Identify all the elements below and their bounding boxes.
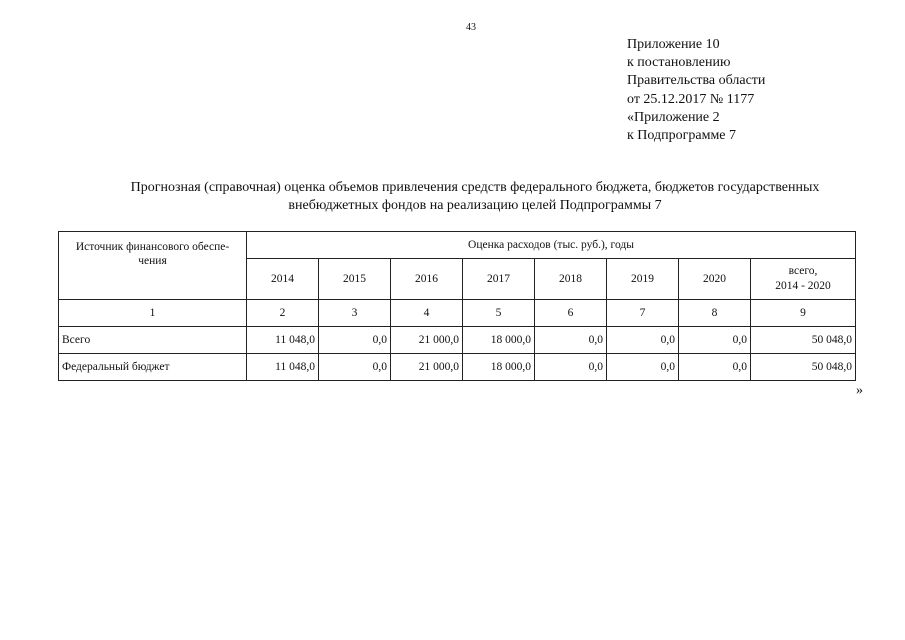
table-cell: 11 048,0 (247, 327, 319, 354)
table-cell: 21 000,0 (391, 327, 463, 354)
column-number: 9 (751, 300, 856, 327)
column-number: 1 (59, 300, 247, 327)
appendix-reference (627, 36, 765, 145)
column-number: 7 (607, 300, 679, 327)
table-cell: 50 048,0 (751, 327, 856, 354)
table-cell: 0,0 (607, 354, 679, 381)
table-cell: 0,0 (607, 327, 679, 354)
column-number: 6 (535, 300, 607, 327)
row-label: Федеральный бюджет (59, 354, 247, 381)
budget-estimate-table (58, 231, 856, 381)
table-cell: 21 000,0 (391, 354, 463, 381)
row-label: Всего (59, 327, 247, 354)
appendix-line: от 25.12.2017 № 1177 (627, 91, 755, 107)
table-cell: 0,0 (319, 354, 391, 381)
appendix-line: к постановлению (627, 55, 731, 71)
column-number: 3 (319, 300, 391, 327)
table-cell: 18 000,0 (463, 327, 535, 354)
table-cell: 0,0 (535, 327, 607, 354)
total-header-line-2: 2014 - 2020 (775, 280, 831, 292)
document-title (60, 179, 890, 215)
page-number: 43 (466, 22, 476, 33)
year-header: 2018 (535, 259, 607, 300)
column-numbers-row (59, 300, 856, 327)
table-cell: 11 048,0 (247, 354, 319, 381)
column-number: 8 (679, 300, 751, 327)
table-header-row (59, 232, 856, 259)
title-line-1: Прогнозная (справочная) оценка объемов привлечения средств федерального бюджета, бюджетов государственных (130, 180, 820, 195)
table-row (59, 354, 856, 381)
year-header: 2014 (247, 259, 319, 300)
table-cell: 0,0 (679, 327, 751, 354)
year-header: 2017 (463, 259, 535, 300)
year-header: 2016 (391, 259, 463, 300)
year-header: 2015 (319, 259, 391, 300)
column-number: 2 (247, 300, 319, 327)
column-number: 5 (463, 300, 535, 327)
expense-group-header: Оценка расходов (тыс. руб.), годы (247, 232, 856, 259)
appendix-line: Приложение 10 (627, 37, 720, 52)
table-row (59, 327, 856, 354)
source-header-line-2: чения (138, 255, 167, 267)
appendix-line: «Приложение 2 (627, 109, 720, 125)
year-header: 2019 (607, 259, 679, 300)
title-line-2: внебюджетных фондов на реализацию целей Подпрограммы 7 (288, 198, 662, 213)
appendix-line: Правительства области (627, 73, 766, 89)
table-cell: 0,0 (679, 354, 751, 381)
total-header (751, 259, 856, 300)
source-header-cell (59, 232, 247, 300)
table-cell: 50 048,0 (751, 354, 856, 381)
table-cell: 0,0 (319, 327, 391, 354)
table-cell: 0,0 (535, 354, 607, 381)
source-header-line-1: Источник финансового обеспе- (75, 241, 230, 253)
closing-quote-mark: » (856, 383, 863, 398)
year-header: 2020 (679, 259, 751, 300)
total-header-line-1: всего, (788, 265, 818, 277)
table-cell: 18 000,0 (463, 354, 535, 381)
appendix-line: к Подпрограмме 7 (627, 128, 737, 144)
column-number: 4 (391, 300, 463, 327)
